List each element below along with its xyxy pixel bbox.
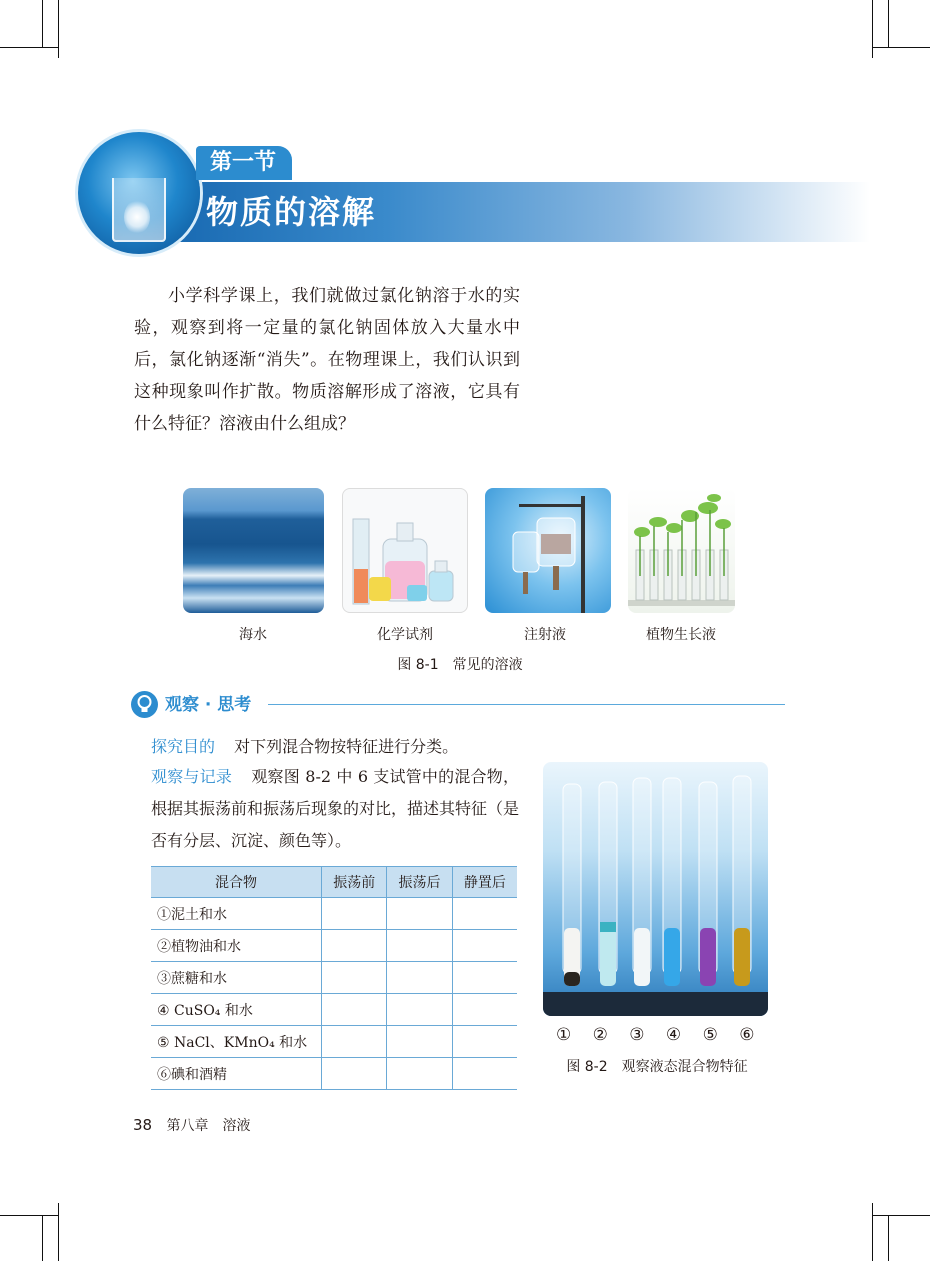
observe-think-title: 观察 · 思考 xyxy=(165,695,252,715)
table-row xyxy=(151,1058,517,1090)
empty-cell xyxy=(387,994,452,1026)
record-text: 观察图 8-2 中 6 支试管中的混合物，根据其振荡前和振荡后现象的对比，描述其特征（是否有分层、沉淀、颜色等）。 xyxy=(151,767,520,850)
crop-mark xyxy=(42,1215,43,1261)
table-header-row xyxy=(151,867,517,898)
lightbulb-glyph xyxy=(131,691,158,718)
table-row xyxy=(151,930,517,962)
purpose-label: 探究目的 xyxy=(151,737,216,756)
chemical-reagents-photo xyxy=(342,488,468,613)
empty-cell xyxy=(387,1026,452,1058)
empty-cell xyxy=(452,930,517,962)
mixture-table xyxy=(151,866,517,1090)
col-after-standing: 静置后 xyxy=(452,867,517,898)
plant-growth-solution-photo xyxy=(628,488,735,613)
lightbulb-icon xyxy=(131,691,158,718)
col-before-shaking: 振荡前 xyxy=(322,867,387,898)
table-row xyxy=(151,898,517,930)
crop-mark xyxy=(58,1203,59,1261)
caption-seawater: 海水 xyxy=(239,627,267,643)
crop-mark xyxy=(872,47,930,48)
page-footer xyxy=(133,1115,251,1135)
crop-mark xyxy=(872,1203,873,1261)
section-label: 第一节 xyxy=(196,146,292,180)
intro-paragraph xyxy=(134,280,520,440)
intro-text: 小学科学课上，我们就做过氯化钠溶于水的实验，观察到将一定量的氯化钠固体放入大量水中后，氯化钠逐渐“消失”。在物理课上，我们认识到这种现象叫作扩散。物质溶解形成了溶液，它具有什么特征？溶液由什么组成？ xyxy=(134,286,520,434)
empty-cell xyxy=(387,930,452,962)
figure-8-2-title: 图 8-2 观察液态混合物特征 xyxy=(566,1059,748,1075)
empty-cell xyxy=(387,962,452,994)
table-row xyxy=(151,1026,517,1058)
figure-8-1-title: 图 8-1 常见的溶液 xyxy=(397,657,523,673)
test-tubes-photo xyxy=(543,762,768,1016)
test-tubes-illustration xyxy=(543,762,768,1016)
crop-mark xyxy=(0,1215,58,1216)
empty-cell xyxy=(387,1058,452,1090)
tube-liquid xyxy=(600,928,616,986)
mixture-cell: ②植物油和水 xyxy=(151,930,322,962)
empty-cell xyxy=(322,962,387,994)
crop-mark xyxy=(0,47,58,48)
mixture-cell: ④ CuSO₄ 和水 xyxy=(151,994,322,1026)
empty-cell xyxy=(322,1058,387,1090)
crop-mark xyxy=(872,1215,930,1216)
tube-liquid xyxy=(664,928,680,986)
injection-fluid-photo xyxy=(485,488,611,613)
mixture-cell: ③蔗糖和水 xyxy=(151,962,322,994)
tube-numbers: ① ② ③ ④ ⑤ ⑥ xyxy=(556,1025,763,1045)
col-after-shaking: 振荡后 xyxy=(387,867,452,898)
page-number: 38 xyxy=(133,1116,153,1134)
plant-tubes-illustration xyxy=(628,488,735,613)
empty-cell xyxy=(387,898,452,930)
crop-mark xyxy=(42,0,43,47)
empty-cell xyxy=(452,1026,517,1058)
mixture-cell: ①泥土和水 xyxy=(151,898,322,930)
mixture-cell: ⑤ NaCl、KMnO₄ 和水 xyxy=(151,1026,322,1058)
caption-plant-solution: 植物生长液 xyxy=(646,627,716,643)
empty-cell xyxy=(452,994,517,1026)
section-divider xyxy=(268,704,785,705)
reagent-bottles-illustration xyxy=(343,489,468,613)
record-label: 观察与记录 xyxy=(151,767,233,786)
crop-mark xyxy=(888,0,889,47)
chapter-title: 第八章 溶液 xyxy=(166,1118,251,1134)
caption-chemical-reagents: 化学试剂 xyxy=(377,627,433,643)
iv-bags-illustration xyxy=(485,488,611,613)
purpose-text: 对下列混合物按特征进行分类。 xyxy=(234,737,459,756)
tablet-fizz-illustration xyxy=(124,200,150,234)
caption-injection: 注射液 xyxy=(524,627,566,643)
purpose-row xyxy=(151,731,531,763)
crop-mark xyxy=(58,0,59,58)
col-mixture: 混合物 xyxy=(151,867,322,898)
empty-cell xyxy=(322,930,387,962)
empty-cell xyxy=(452,898,517,930)
empty-cell xyxy=(322,898,387,930)
page-title: 物质的溶解 xyxy=(206,193,377,231)
tube-liquid xyxy=(734,928,750,986)
soil-sediment xyxy=(564,972,580,986)
table-row xyxy=(151,994,517,1026)
empty-cell xyxy=(452,962,517,994)
empty-cell xyxy=(452,1058,517,1090)
empty-cell xyxy=(322,1026,387,1058)
mixture-cell: ⑥碘和酒精 xyxy=(151,1058,322,1090)
tube-liquid xyxy=(634,928,650,986)
empty-cell xyxy=(322,994,387,1026)
table-row xyxy=(151,962,517,994)
seawater-photo xyxy=(183,488,324,613)
oil-layer xyxy=(600,922,616,932)
tube-liquid xyxy=(700,928,716,986)
crop-mark xyxy=(888,1215,889,1261)
record-row xyxy=(151,761,519,857)
crop-mark xyxy=(872,0,873,58)
